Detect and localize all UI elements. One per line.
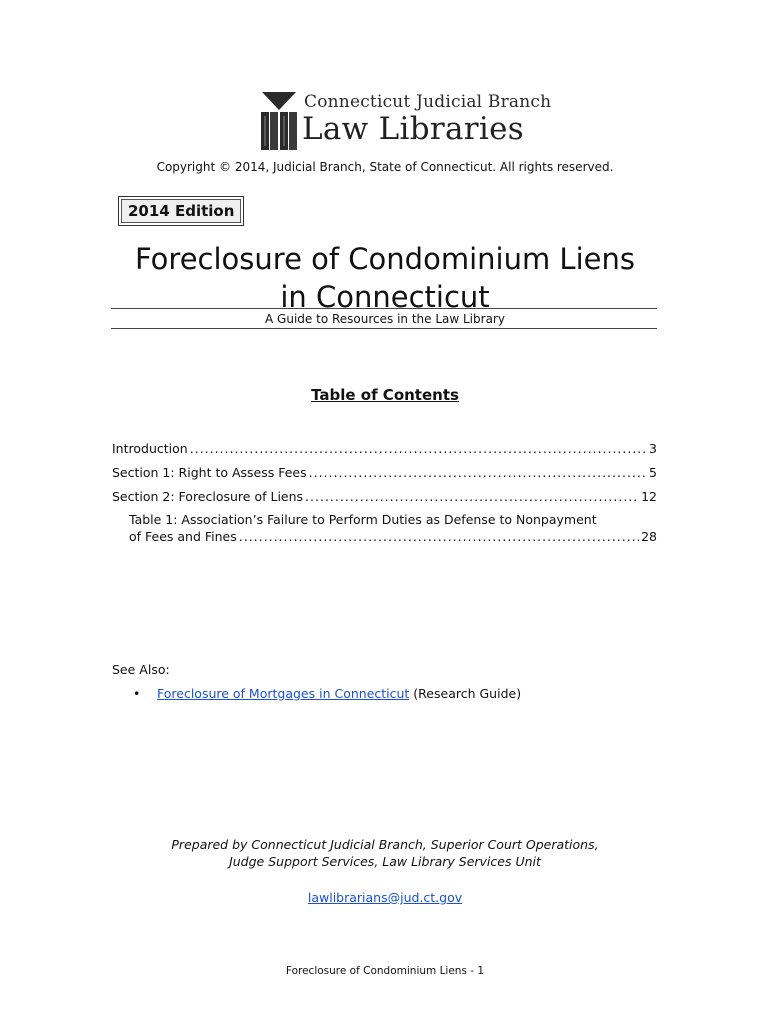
title-line-2: in Connecticut xyxy=(280,280,490,314)
law-libraries-logo xyxy=(258,90,552,154)
page-footer: Foreclosure of Condominium Liens - 1 xyxy=(285,965,485,977)
toc-entry[interactable] xyxy=(112,441,657,456)
bullet-icon: • xyxy=(133,686,141,701)
title-rule-bottom xyxy=(111,328,657,329)
toc-table-entry-line-1[interactable]: Table 1: Association’s Failure to Perform Duties as Defense to Nonpayment xyxy=(129,512,597,527)
email-link[interactable]: lawlibrarians@jud.ct.gov xyxy=(307,890,463,905)
copyright-notice: Copyright © 2014, Judicial Branch, State of Connecticut. All rights reserved. xyxy=(156,160,614,174)
toc-entry-label: Section 1: Right to Assess Fees xyxy=(112,465,307,480)
toc-entry-page: 12 xyxy=(641,489,657,504)
prepared-line-1: Prepared by Connecticut Judicial Branch, Superior Court Operations, xyxy=(171,837,599,852)
contact-email xyxy=(0,890,770,905)
toc-leader-dots xyxy=(190,441,647,456)
toc-leader-dots xyxy=(305,489,639,504)
prepared-line-2: Judge Support Services, Law Library Services Unit xyxy=(229,854,541,869)
document-subtitle: A Guide to Resources in the Law Library xyxy=(265,312,505,326)
toc-leader-dots xyxy=(239,529,639,544)
edition-box xyxy=(118,196,244,226)
law-library-book-icon xyxy=(258,90,300,154)
prepared-by xyxy=(0,836,770,870)
title-line-1: Foreclosure of Condominium Liens xyxy=(135,242,635,276)
toc-entry[interactable] xyxy=(112,489,657,504)
document-title xyxy=(0,240,770,316)
toc-entry-page: 3 xyxy=(649,441,657,456)
toc-entry-label: Section 2: Foreclosure of Liens xyxy=(112,489,304,504)
toc-table-entry[interactable] xyxy=(129,529,657,544)
see-also-label: See Also: xyxy=(112,662,170,677)
logo-org-name: Connecticut Judicial Branch xyxy=(304,92,552,112)
toc-entry-page: 5 xyxy=(649,465,657,480)
see-also-item xyxy=(133,686,521,701)
logo-library-name: Law Libraries xyxy=(302,111,524,147)
toc-entry-page: 28 xyxy=(641,529,657,544)
edition-label: 2014 Edition xyxy=(121,199,241,223)
toc-entry-label: of Fees and Fines xyxy=(129,529,237,544)
see-also-suffix: (Research Guide) xyxy=(409,686,522,701)
toc-leader-dots xyxy=(309,465,647,480)
toc-entry-label: Introduction xyxy=(112,441,188,456)
foreclosure-mortgages-link[interactable]: Foreclosure of Mortgages in Connecticut xyxy=(157,686,410,701)
toc-heading: Table of Contents xyxy=(311,386,459,404)
toc-entry[interactable] xyxy=(112,465,657,480)
title-rule-top xyxy=(111,308,657,309)
